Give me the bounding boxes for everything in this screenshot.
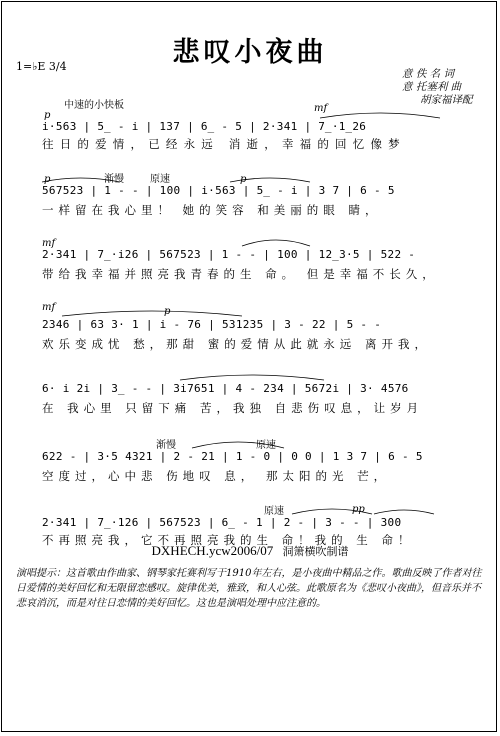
notation-line-3: 2·341 | 7̲·i26 | 567523 | 1 - - | 100 | 12̲3·5 | 522 - [42, 248, 416, 261]
tempo-change: 原速 [150, 174, 170, 185]
dynamic-mark: mf [42, 302, 56, 313]
tempo-marking: 中速的小快板 [64, 100, 124, 111]
lyrics-line-7: 不再照亮我，它不再照亮我的生 命！我的 生 命！ [42, 533, 415, 547]
slur-arc [180, 375, 324, 380]
arranger-credit: 洞箫横吹制谱 [282, 545, 349, 558]
lyrics-line-3: 带给我幸福并照亮我青春的生 命。 但是幸福不长久， [42, 267, 439, 281]
slur-arc [42, 178, 120, 182]
key-signature: 1=♭E 3/4 [16, 60, 67, 73]
song-title: 悲叹小夜曲 [172, 37, 328, 68]
notation-line-4: 2346 | 63 3· 1 | i - 76 | 531235 | 3 - 22 | 5 - - [42, 318, 382, 331]
slur-marks [2, 2, 496, 731]
slur-arc [192, 442, 284, 448]
credit-translator: 胡家福译配 [420, 94, 473, 106]
watermark-text: DXHECH.ycw2006/07 [151, 543, 274, 558]
lyrics-line-4: 欢乐变成忧 愁，那甜 蜜的爱情从此就永远 离开我， [42, 337, 431, 351]
dynamic-mark: mf [314, 103, 328, 114]
tempo-change: 渐慢 [104, 174, 124, 185]
notation-line-7: 2·341 | 7̲·126 | 567523 | 6̲ - 1 | 2 - | 3 - - | 300 [42, 516, 402, 529]
lyrics-line-2: 一样留在我心里！ 她的笑容 和美丽的眼 睛， [42, 203, 382, 217]
score-page [1, 1, 497, 732]
lyrics-line-6: 空度过，心中悲 伤地叹 息， 那太阳的光 芒， [42, 469, 391, 483]
dynamic-mark: p [164, 306, 171, 317]
tempo-change: 原速 [264, 506, 284, 517]
notation-line-6: 622 - | 3·5 4321 | 2 - 21 | 1 - 0 | 0 0 | 1 3 7 | 6 - 5 [42, 450, 423, 463]
slur-arc [62, 311, 242, 316]
slur-arc [374, 510, 434, 514]
dynamic-mark: p [44, 174, 51, 185]
tempo-change: 渐慢 [156, 440, 176, 451]
dynamic-mark: pp [352, 504, 365, 515]
slur-arc [242, 240, 310, 246]
slur-arc [230, 178, 310, 182]
credit-lyricist: 意 佚 名 词 [402, 68, 455, 80]
lyrics-line-5: 在 我心里 只留下痛 苦，我独 自悲伤叹息，让岁月 [42, 401, 424, 415]
slur-arc [320, 113, 440, 118]
performance-tips: 演唱提示：这首歌由作曲家、钢琴家托赛利写于1910年左右，是小夜曲中精品之作。歌曲反映了作者对往日爱情的美好回忆和无限留恋感叹。旋律优美，雅致，和人心弦。此歌原名为《悲叹小夜曲》，但音乐并不悲哀消沉，而是对往日恋情的美好回忆。这也是演唱处理中应注意的。 [16, 568, 482, 609]
dynamic-mark: p [240, 174, 247, 185]
notation-line-2: 567523 | 1 - - | 100 | i·563 | 5̲ - i | 3 7 | 6 - 5 [42, 184, 395, 197]
dynamic-mark: mf [42, 238, 56, 249]
dynamic-mark: p [44, 110, 51, 121]
notation-line-1: i·563 | 5̲ - i | 137 | 6̲ - 5 | 2·341 | 7̲·1̲26 [42, 120, 367, 133]
notation-line-5: 6· i 2i | 3̲ - - | 3i7651 | 4 - 234 | 5672i | 3· 4576 [42, 382, 409, 395]
score-footer-credit [2, 543, 498, 559]
lyrics-line-1: 往日的爱情，已经永远 消逝，幸福的回忆像梦 [42, 137, 406, 151]
slur-arc [292, 509, 372, 514]
tempo-change: 原速 [256, 440, 276, 451]
credit-composer: 意 托塞利 曲 [402, 81, 462, 93]
